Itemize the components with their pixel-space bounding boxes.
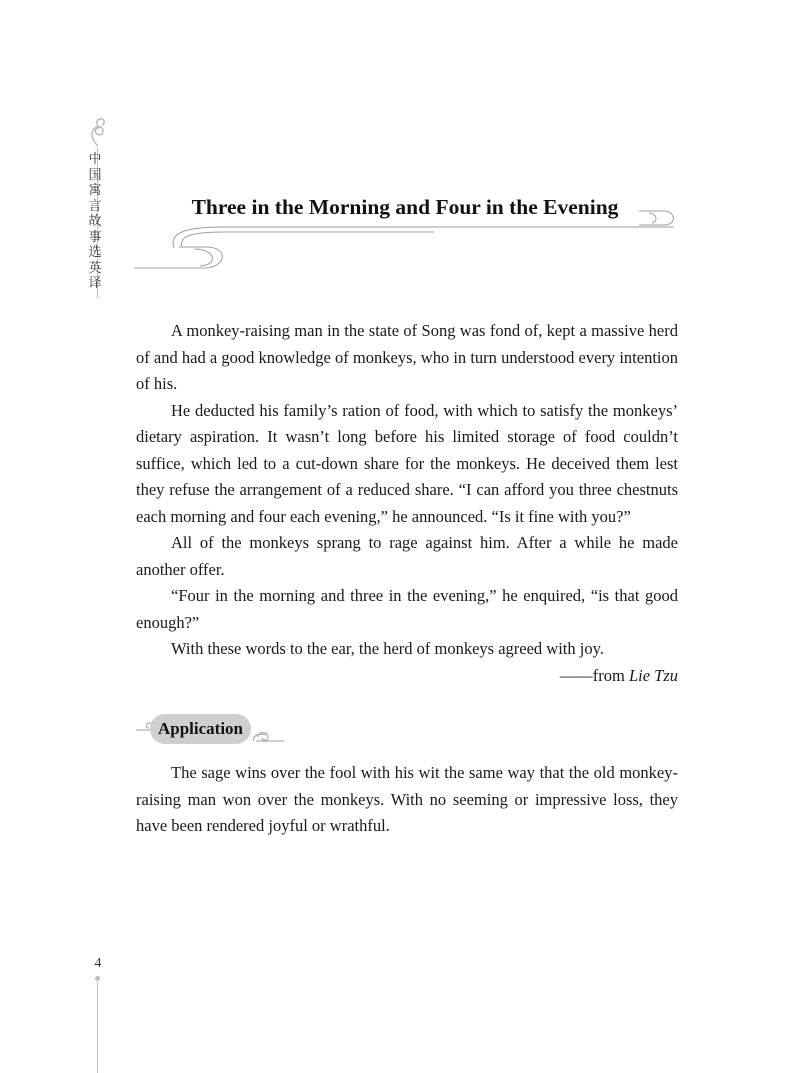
series-title: 中国寓言故事选英译 [88, 152, 102, 291]
side-rail-bottom [97, 982, 98, 1073]
story-paragraph-2: He deducted his family’s ration of food, with which to satisfy the monkeys’ dietary aspiration. It wasn’t long before his limited storage of food couldn’t suffice, which led to a cut-down share for the monkeys. He deceived them lest they refuse the arrangement of a reduced share. “I can afford you three chestnuts each morning and four each evening,” he announced. “Is it fine with you?” [136, 400, 678, 526]
story-paragraph-5: With these words to the ear, the herd of monkeys agreed with joy. [171, 639, 604, 658]
page-number: 4 [94, 956, 102, 971]
application-heading: Application [150, 714, 251, 744]
story-body [136, 318, 678, 689]
attribution-prefix: ——from [559, 665, 629, 685]
page-dot [95, 976, 100, 981]
story-paragraph-4: “Four in the morning and three in the evening,” he enquired, “is that good enough?” [136, 586, 678, 632]
story-attribution [136, 663, 678, 690]
story-paragraph-3: All of the monkeys sprang to rage against him. After a while he made another offer. [136, 533, 678, 579]
application-body [136, 760, 678, 840]
cloud-scroll-icon [86, 116, 110, 148]
title-scroll-ornament [134, 203, 684, 273]
story-paragraph-1: A monkey-raising man in the state of Song was fond of, kept a massive herd of and had a good knowledge of monkeys, who in turn understood every intention of his. [136, 321, 678, 393]
story-title: Three in the Morning and Four in the Evening [191, 195, 619, 219]
application-paragraph: The sage wins over the fool with his wit the same way that the old monkey-raising man won over the monkeys. With no seeming or impressive loss, they have been rendered joyful or wrathful. [136, 763, 678, 835]
attribution-source: Lie Tzu [628, 665, 678, 685]
